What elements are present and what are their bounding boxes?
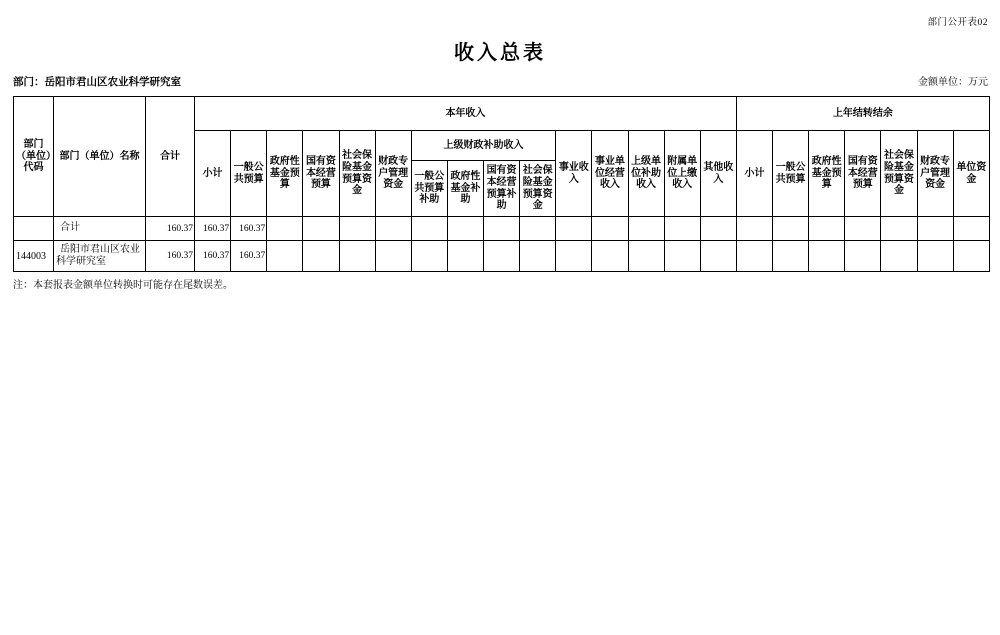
meta-row — [13, 73, 988, 89]
table-cell — [700, 241, 736, 272]
table-cell — [484, 217, 520, 241]
cell-code — [14, 217, 54, 241]
table-cell — [845, 241, 881, 272]
table-cell — [628, 217, 664, 241]
header-grand-total: 合计 — [146, 97, 195, 217]
header-cy-fiscal-account-funds: 财政专户管理资金 — [375, 131, 411, 217]
table-header — [14, 97, 990, 217]
table-cell — [303, 217, 339, 241]
table-cell — [375, 241, 411, 272]
table-cell — [520, 241, 556, 272]
table-cell — [556, 241, 592, 272]
department-label: 部门：岳阳市君山区农业科学研究室 — [13, 77, 181, 88]
table-cell: 160.37 — [231, 241, 267, 272]
header-subsidy-govt-fund: 政府性基金补助 — [447, 161, 483, 217]
header-dept-name: 部门（单位）名称 — [54, 97, 146, 217]
table-row-unit — [14, 241, 990, 272]
table-cell: 160.37 — [195, 241, 231, 272]
table-cell — [339, 241, 375, 272]
header-cy-superior-unit-subsidy-income: 上级单位补助收入 — [628, 131, 664, 217]
table-cell — [953, 241, 989, 272]
table-cell — [447, 241, 483, 272]
table-cell — [917, 217, 953, 241]
table-row-total — [14, 217, 990, 241]
table-cell — [411, 217, 447, 241]
table-cell — [881, 241, 917, 272]
table-cell: 160.37 — [195, 217, 231, 241]
header-group-superior-subsidy: 上级财政补助收入 — [411, 131, 556, 161]
header-subsidy-general-budget: 一般公共预算补助 — [411, 161, 447, 217]
header-subsidy-social-insurance: 社会保险基金预算资金 — [520, 161, 556, 217]
header-co-general-budget: 一般公共预算 — [773, 131, 809, 217]
table-body — [14, 217, 990, 272]
table-cell — [520, 217, 556, 241]
header-cy-business-operating-income: 事业单位经营收入 — [592, 131, 628, 217]
table-cell — [700, 217, 736, 241]
header-cy-state-capital-budget: 国有资本经营预算 — [303, 131, 339, 217]
cell-name: 合计 — [54, 217, 146, 241]
table-cell — [736, 217, 772, 241]
header-cy-subtotal: 小计 — [195, 131, 231, 217]
form-code-label: 部门公开表02 — [927, 18, 988, 28]
table-cell — [917, 241, 953, 272]
cell-grand-total: 160.37 — [146, 241, 195, 272]
table-cell: 160.37 — [231, 217, 267, 241]
table-cell — [339, 217, 375, 241]
header-dept-code: 部门（单位）代码 — [14, 97, 54, 217]
table-cell — [556, 217, 592, 241]
table-cell — [447, 217, 483, 241]
unit-label: 金额单位：万元 — [918, 77, 988, 88]
table-cell — [267, 241, 303, 272]
table-cell — [773, 241, 809, 272]
table-cell — [953, 217, 989, 241]
table-cell — [267, 217, 303, 241]
header-group-current-year-income: 本年收入 — [195, 97, 737, 131]
header-cy-operating-income: 事业收入 — [556, 131, 592, 217]
table-cell — [736, 241, 772, 272]
table-cell — [592, 217, 628, 241]
page-title: 收入总表 — [454, 42, 546, 64]
header-cy-social-insurance-fund: 社会保险基金预算资金 — [339, 131, 375, 217]
header-cy-govt-fund-budget: 政府性基金预算 — [267, 131, 303, 217]
table-cell — [664, 241, 700, 272]
header-cy-general-budget: 一般公共预算 — [231, 131, 267, 217]
table-cell — [592, 241, 628, 272]
table-cell — [375, 217, 411, 241]
header-subsidy-state-capital: 国有资本经营预算补助 — [484, 161, 520, 217]
header-co-unit-funds: 单位资金 — [953, 131, 989, 217]
header-cy-other-income: 其他收入 — [700, 131, 736, 217]
table-cell — [881, 217, 917, 241]
header-co-state-capital-budget: 国有资本经营预算 — [845, 131, 881, 217]
cell-name: 岳阳市君山区农业科学研究室 — [54, 241, 146, 272]
cell-code: 144003 — [14, 241, 54, 272]
header-co-subtotal: 小计 — [736, 131, 772, 217]
header-co-fiscal-account-funds: 财政专户管理资金 — [917, 131, 953, 217]
table-cell — [809, 241, 845, 272]
table-cell — [628, 241, 664, 272]
table-cell — [773, 217, 809, 241]
header-cy-affiliated-unit-remittance: 附属单位上缴收入 — [664, 131, 700, 217]
header-co-social-insurance-fund: 社会保险基金预算资金 — [881, 131, 917, 217]
income-summary-table — [13, 96, 990, 272]
cell-grand-total: 160.37 — [146, 217, 195, 241]
table-cell — [664, 217, 700, 241]
table-cell — [809, 217, 845, 241]
header-group-carryover: 上年结转结余 — [736, 97, 989, 131]
header-co-govt-fund-budget: 政府性基金预算 — [809, 131, 845, 217]
footnote: 注：本套报表金额单位转换时可能存在尾数误差。 — [13, 280, 233, 291]
table-cell — [484, 241, 520, 272]
table-cell — [303, 241, 339, 272]
table-cell — [411, 241, 447, 272]
table-cell — [845, 217, 881, 241]
